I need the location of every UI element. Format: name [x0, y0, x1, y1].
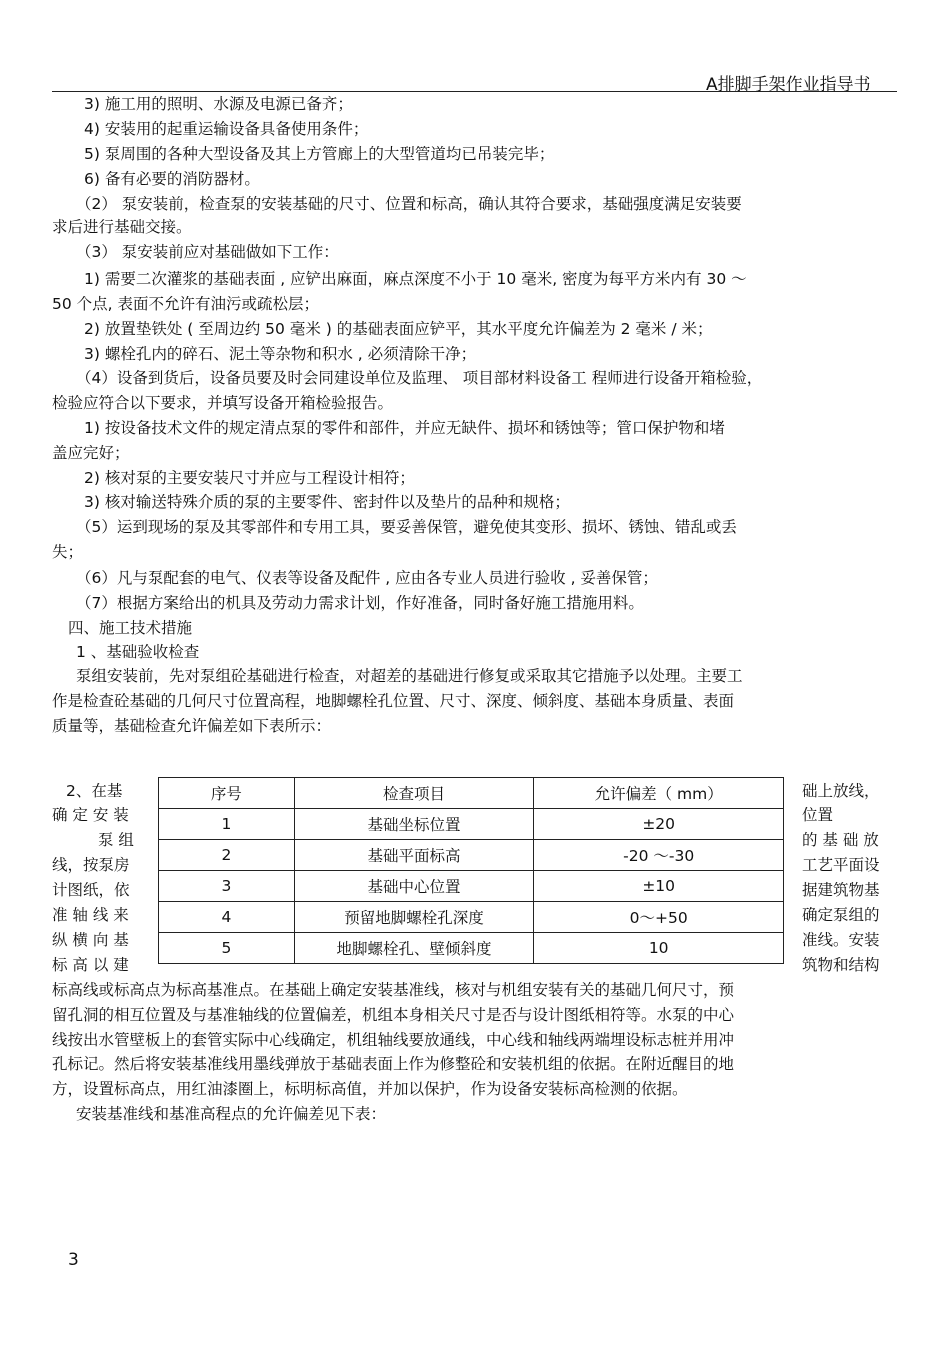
- table-cell: 4: [159, 902, 295, 933]
- table-header-cell: 允许偏差（ mm）: [534, 778, 784, 809]
- wrap-text-left: 确 定 安 装: [52, 806, 129, 824]
- text-line: 质量等，基础检查允许偏差如下表所示：: [52, 717, 332, 735]
- wrap-text-left: 标 高 以 建: [52, 956, 129, 974]
- text-line: （3） 泵安装前应对基础做如下工作：: [76, 243, 339, 261]
- table-cell: 基础平面标高: [294, 840, 534, 871]
- text-line: 作是检查砼基础的几何尺寸位置高程，地脚螺栓孔位置、尺寸、深度、倾斜度、基础本身质量、表面: [52, 692, 735, 710]
- text-line: 2) 放置垫铁处 ( 至周边约 50 毫米 ) 的基础表面应铲平，其水平度允许偏差为 2 毫米 / 米；: [84, 320, 713, 338]
- text-line: 1) 按设备技术文件的规定清点泵的零件和部件，并应无缺件、损坏和锈蚀等；管口保护物和堵: [84, 419, 725, 437]
- text-line: 4) 安装用的起重运输设备具备使用条件；: [84, 120, 369, 138]
- wrap-text-right: 筑物和结构: [802, 956, 880, 974]
- inspection-tolerance-table: [158, 777, 784, 964]
- text-line: 标高线或标高点为标高基准点。在基础上确定安装基准线，核对与机组安装有关的基础几何尺寸，预: [52, 981, 735, 999]
- table-row: [159, 902, 784, 933]
- text-line: 求后进行基础交接。: [52, 218, 192, 236]
- text-line: 方，设置标高点，用红油漆圈上，标明标高值，并加以保护，作为设备安装标高检测的依据。: [52, 1080, 688, 1098]
- wrap-text-right: 准线。安装: [802, 931, 880, 949]
- text-line: 失；: [52, 543, 84, 561]
- wrap-text-left: 纵 横 向 基: [52, 931, 129, 949]
- text-line: 孔标记。然后将安装基准线用墨线弹放于基础表面上作为修整砼和安装机组的依据。在附近醒目的地: [52, 1055, 735, 1073]
- wrap-text-right: 据建筑物基: [802, 881, 880, 899]
- table-cell: 基础中心位置: [294, 871, 534, 902]
- table-cell: 0～+50: [534, 902, 784, 933]
- text-line: 检验应符合以下要求，并填写设备开箱检验报告。: [52, 394, 394, 412]
- text-line: 盖应完好；: [52, 444, 130, 462]
- table-cell: 1: [159, 809, 295, 840]
- wrap-text-left: 准 轴 线 来: [52, 906, 129, 924]
- wrap-text-right: 的 基 础 放: [802, 831, 879, 849]
- section-heading: 四、施工技术措施: [68, 619, 193, 637]
- table-cell: 基础坐标位置: [294, 809, 534, 840]
- table-cell: ±20: [534, 809, 784, 840]
- table-row: [159, 871, 784, 902]
- document-header-title: A排脚手架作业指导书: [706, 75, 871, 95]
- text-line: 3) 核对输送特殊介质的泵的主要零件、密封件以及垫片的品种和规格；: [84, 493, 570, 511]
- wrap-text-right: 础上放线，: [802, 782, 880, 800]
- table-cell: -20 ～-30: [534, 840, 784, 871]
- table-cell: 5: [159, 933, 295, 964]
- table-header-cell: 检查项目: [294, 778, 534, 809]
- wrap-text-right: 位置: [802, 806, 834, 824]
- text-line: 安装基准线和基准高程点的允许偏差见下表：: [76, 1105, 387, 1123]
- table-row: [159, 933, 784, 964]
- text-line: 50 个点, 表面不允许有油污或疏松层；: [52, 295, 320, 313]
- text-line: 3) 施工用的照明、水源及电源已备齐；: [84, 95, 353, 113]
- text-line: （6）凡与泵配套的电气、仪表等设备及配件 , 应由各专业人员进行验收 , 妥善保管；: [76, 569, 658, 587]
- table-cell: 预留地脚螺栓孔深度: [294, 902, 534, 933]
- page-number: 3: [68, 1250, 79, 1270]
- text-line: （4）设备到货后，设备员要及时会同建设单位及监理、 项目部材料设备工 程师进行设备开箱检验，: [76, 369, 763, 387]
- text-line: 5) 泵周围的各种大型设备及其上方管廊上的大型管道均已吊装完毕；: [84, 145, 555, 163]
- table-row: [159, 809, 784, 840]
- wrap-text-right: 确定泵组的: [802, 906, 880, 924]
- header-rule: [52, 91, 897, 92]
- wrap-text-left: 计图纸，依: [52, 881, 130, 899]
- text-line: （7）根据方案给出的机具及劳动力需求计划，作好准备，同时备好施工措施用料。: [76, 594, 644, 612]
- table-header-cell: 序号: [159, 778, 295, 809]
- text-line: （2） 泵安装前，检查泵的安装基础的尺寸、位置和标高，确认其符合要求，基础强度满足安装要: [76, 195, 742, 213]
- table-row: [159, 840, 784, 871]
- wrap-text-right: 工艺平面设: [802, 856, 880, 874]
- wrap-text-left: 泵 组: [98, 831, 134, 849]
- text-line: 留孔洞的相互位置及与基准轴线的位置偏差，机组本身相关尺寸是否与设计图纸相符等。水泵的中心: [52, 1006, 735, 1024]
- text-line: 1) 需要二次灌浆的基础表面 , 应铲出麻面，麻点深度不小于 10 毫米, 密度为每平方米内有 30 ～: [84, 270, 747, 288]
- text-line: 6) 备有必要的消防器材。: [84, 170, 260, 188]
- text-line: 3) 螺栓孔内的碎石、泥土等杂物和积水 , 必须清除干净；: [84, 345, 477, 363]
- table-cell: ±10: [534, 871, 784, 902]
- table-cell: 2: [159, 840, 295, 871]
- text-line: 泵组安装前，先对泵组砼基础进行检查，对超差的基础进行修复或采取其它措施予以处理。主要工: [76, 667, 743, 685]
- text-line: 2) 核对泵的主要安装尺寸并应与工程设计相符；: [84, 469, 415, 487]
- table-cell: 3: [159, 871, 295, 902]
- subsection-heading: 1 、基础验收检查: [76, 643, 200, 661]
- table-cell: 地脚螺栓孔、壁倾斜度: [294, 933, 534, 964]
- text-line: （5）运到现场的泵及其零部件和专用工具，要妥善保管，避免使其变形、损坏、锈蚀、错乱或丢: [76, 518, 737, 536]
- wrap-text-left: 2、在基: [66, 782, 123, 800]
- table-cell: 10: [534, 933, 784, 964]
- text-line: 线按出水管壁板上的套管实际中心线确定，机组轴线要放通线，中心线和轴线两端埋设标志桩并用冲: [52, 1031, 735, 1049]
- table-header-row: [159, 778, 784, 809]
- wrap-text-left: 线，按泵房: [52, 856, 130, 874]
